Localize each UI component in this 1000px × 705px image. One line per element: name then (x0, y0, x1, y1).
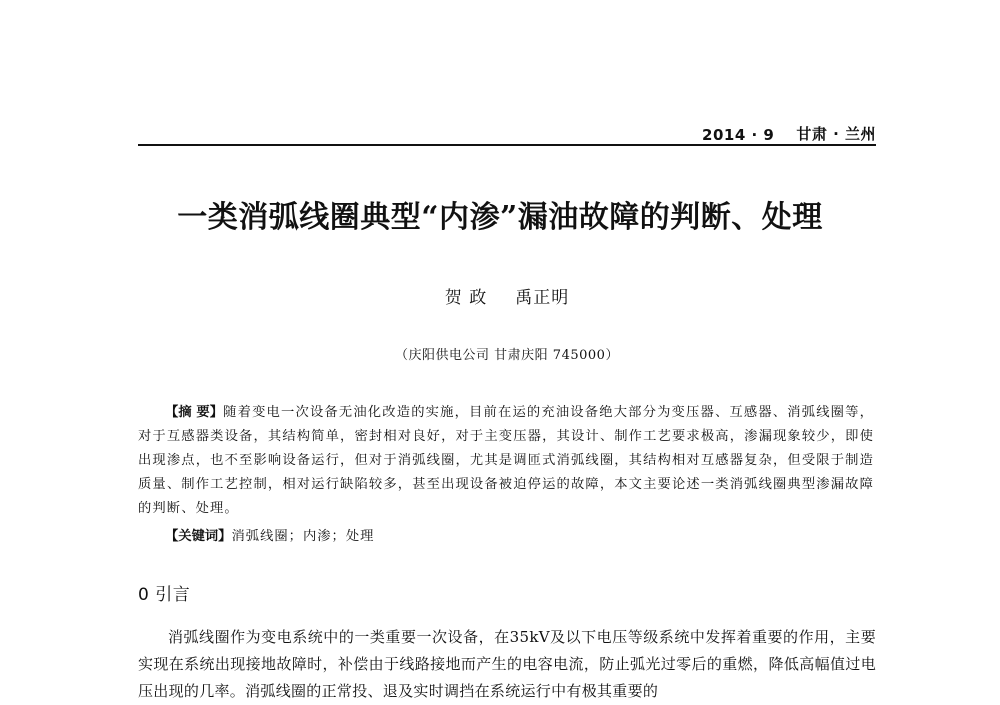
author-list (138, 283, 876, 308)
header-divider (138, 144, 876, 146)
abstract-label: 【摘 要】 (165, 405, 224, 420)
body-paragraph: 消弧线圈作为变电系统中的一类重要一次设备，在35kV及以下电压等级系统中发挥着重要的作用，主要实现在系统出现接地故障时，补偿由于线路接地而产生的电容电流，防止弧光过零后的重燃，降低高幅值过电压出现的几率。消弧线圈的正常投、退及实时调挡在系统运行中有极其重要的 (138, 628, 876, 700)
keywords-text: 消弧线圈；内渗；处理 (231, 529, 375, 544)
author-affiliation: （庆阳供电公司 甘肃庆阳 745000） (395, 348, 619, 363)
header-location: 甘肃 · 兰州 (796, 125, 876, 143)
header-date: 2014 · 9 (702, 126, 775, 144)
abstract-text: 随着变电一次设备无油化改造的实施，目前在运的充油设备绝大部分为变压器、互感器、消弧线圈等，对于互感器类设备，其结构简单，密封相对良好，对于主变压器，其设计、制作工艺要求极高，渗漏现象较少，即使出现渗点，也不至影响设备运行，但对于消弧线圈，尤其是调匝式消弧线圈，其结构相对互感器复杂，但受限于制造质量、制作工艺控制，相对运行缺陷较多，甚至出现设备被迫停运的故障，本文主要论述一类消弧线圈典型渗漏故障的判断、处理。 (138, 405, 874, 516)
running-header (138, 114, 876, 144)
keywords (165, 525, 374, 544)
section-heading: 0 引言 (138, 585, 191, 605)
paper-title: 一类消弧线圈典型“内渗”漏油故障的判断、处理 (177, 200, 823, 235)
abstract (138, 401, 874, 521)
author-name: 禹正明 (515, 288, 570, 308)
author-name: 贺 政 (444, 288, 488, 308)
keywords-label: 【关键词】 (165, 529, 232, 544)
